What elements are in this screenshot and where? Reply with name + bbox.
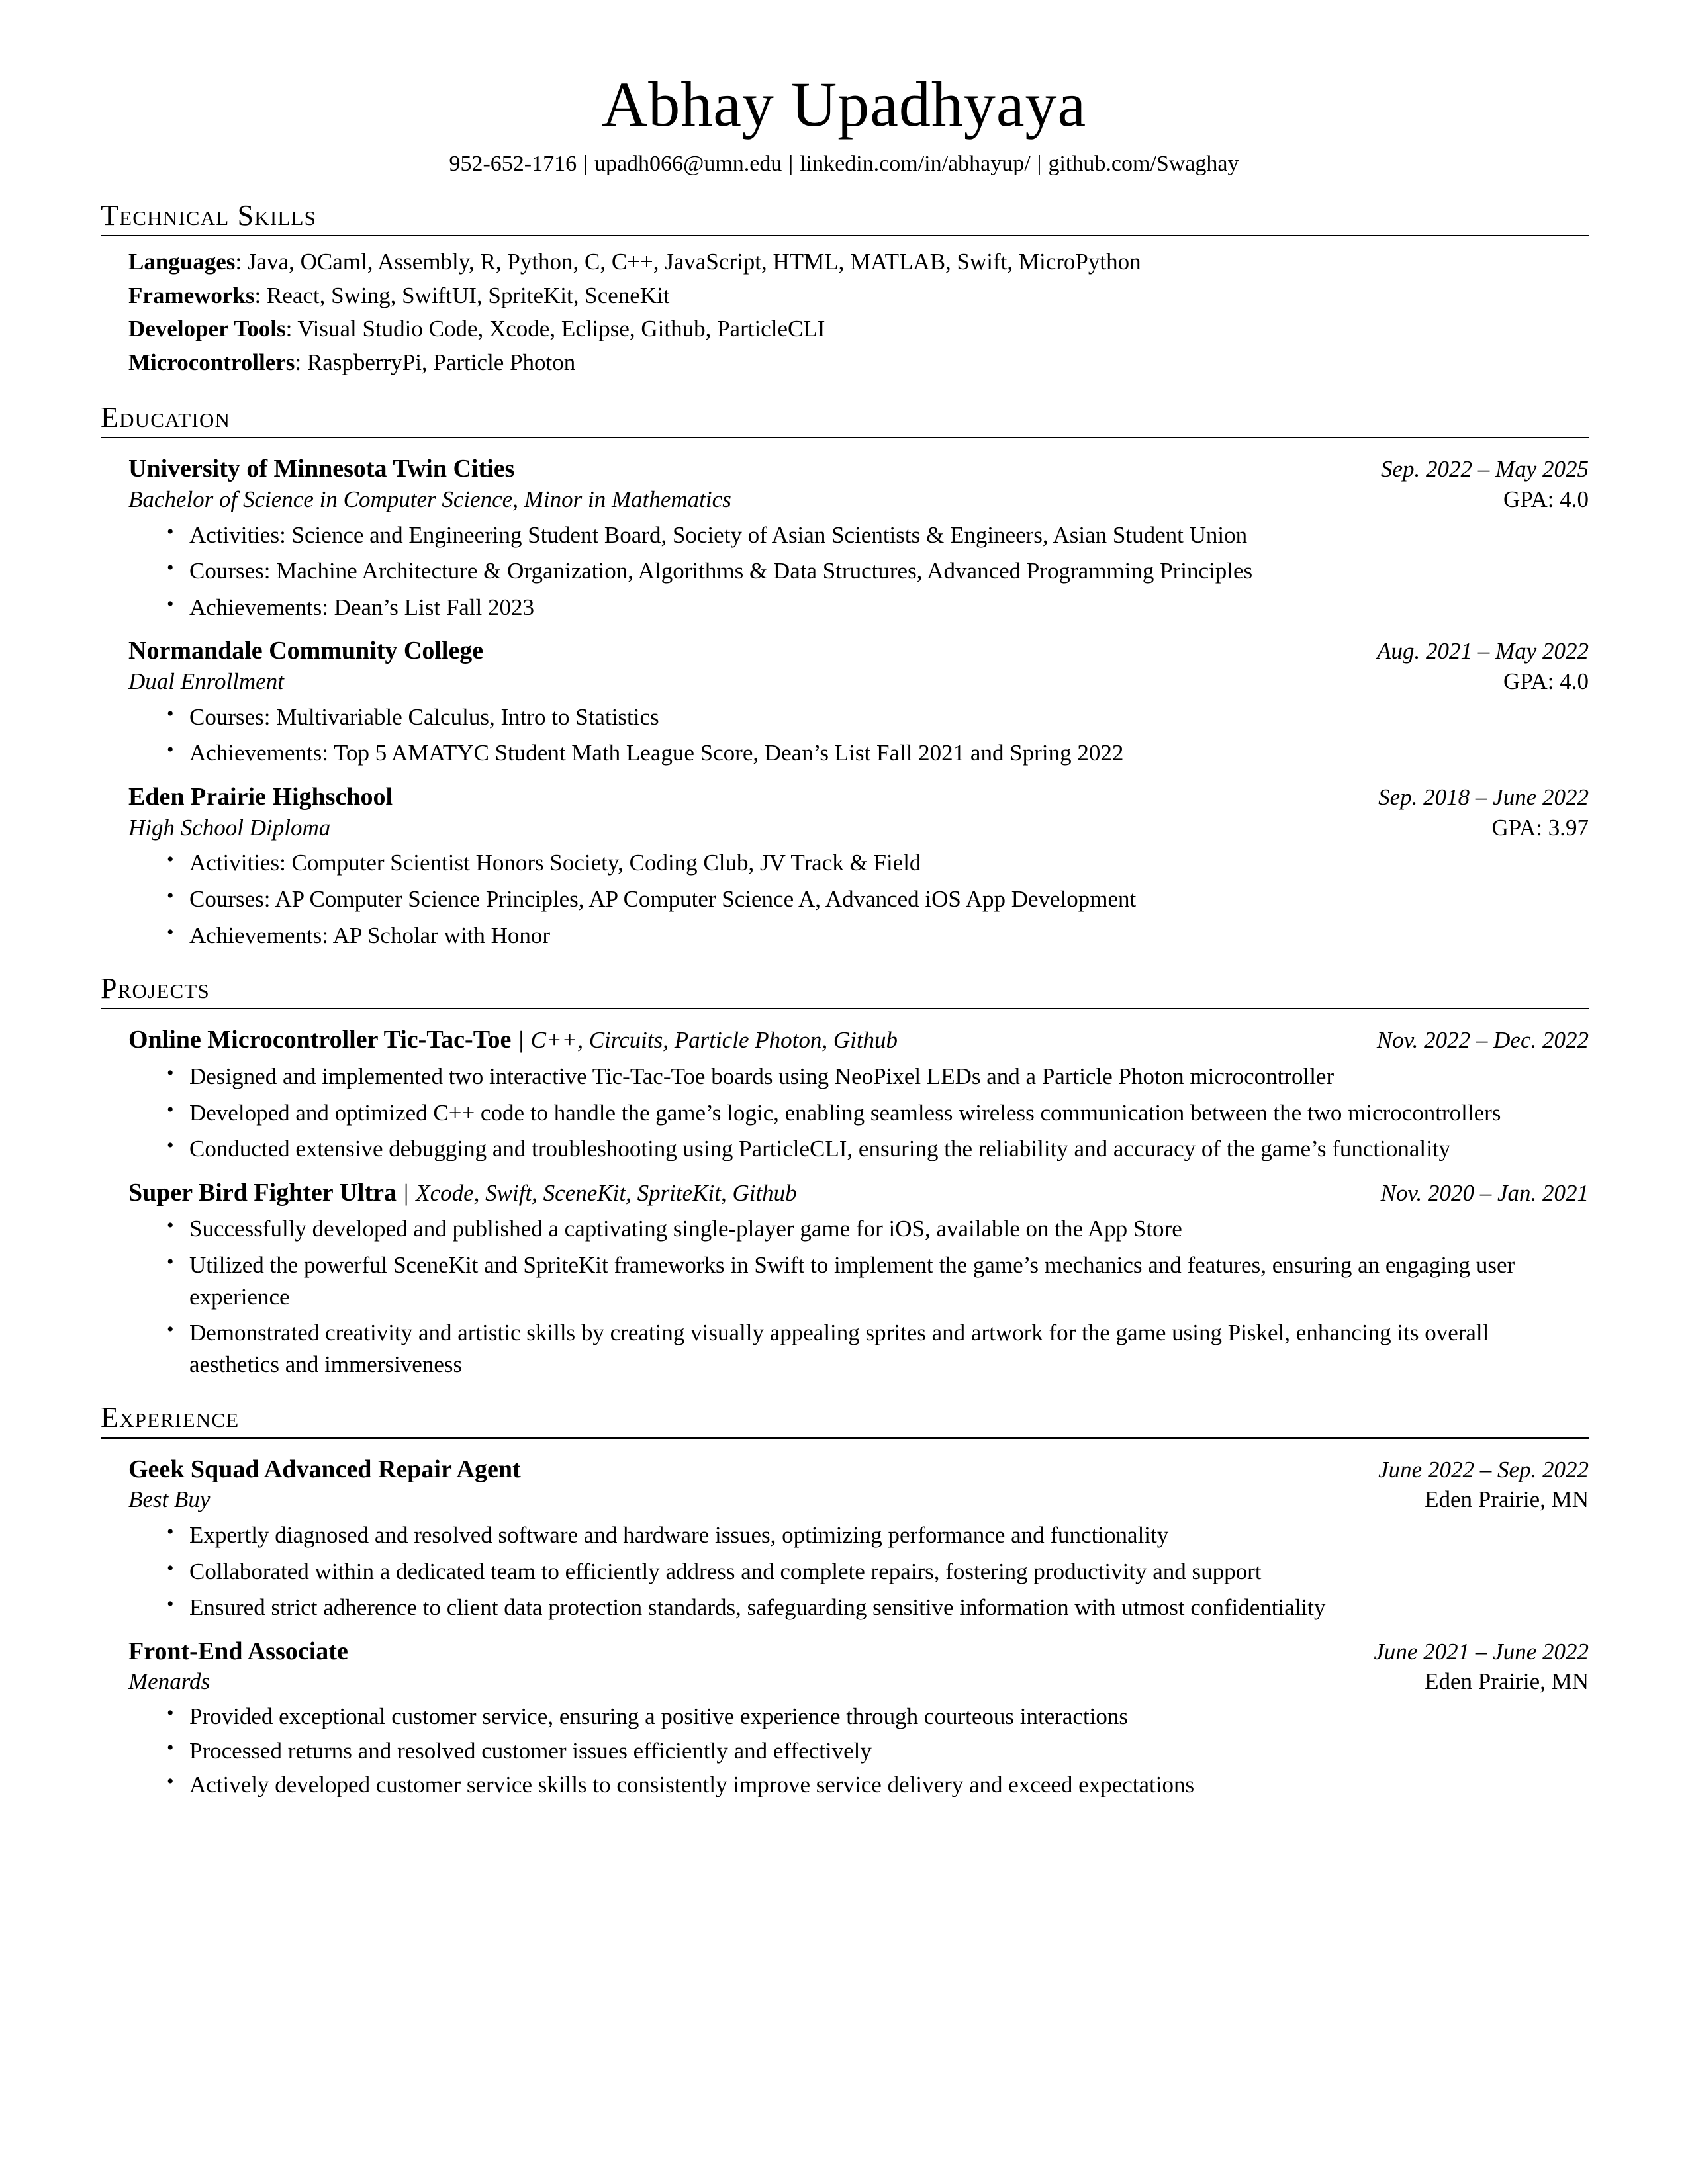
project-entry [128, 1024, 1589, 1164]
bullet-item: • Courses: Multivariable Calculus, Intro to Statistics [167, 702, 1589, 733]
experience-entry [128, 1453, 1589, 1623]
bullet-item: • Expertly diagnosed and resolved software and hardware issues, optimizing performance and functionality [167, 1520, 1589, 1551]
gpa-value: GPA: 4.0 [1503, 668, 1589, 694]
job-location: Eden Prairie, MN [1425, 1668, 1589, 1695]
experience-entries [101, 1439, 1589, 1801]
bullet-item: • Utilized the powerful SceneKit and SpriteKit frameworks in Swift to implement the game’s mechanics and features, ensuring an engaging user experience [167, 1250, 1589, 1312]
skill-category-label: Microcontrollers [128, 349, 295, 376]
education-entries [101, 438, 1589, 951]
bullet-item: • Achievements: AP Scholar with Honor [167, 920, 1589, 952]
resume-header [0, 0, 1688, 178]
job-title: Front-End Associate [128, 1637, 348, 1665]
contact-separator-2: | [788, 152, 794, 176]
section-experience [0, 1402, 1688, 1801]
project-tech-stack: C++, Circuits, Particle Photon, Github [530, 1027, 898, 1054]
skill-line [128, 246, 1589, 279]
bullet-item: • Activities: Science and Engineering Student Board, Society of Asian Scientists & Engineers, Asian Student Union [167, 520, 1589, 551]
section-title-education: Education [101, 400, 231, 433]
entry-date-range: Sep. 2022 – May 2025 [1381, 456, 1589, 482]
skill-line [128, 279, 1589, 313]
institution-name: Normandale Community College [128, 637, 484, 665]
bullet-item: • Ensured strict adherence to client data protection standards, safeguarding sensitive information with utmost confidentiality [167, 1592, 1589, 1623]
skill-colon: : [254, 282, 267, 308]
entry-header-row [128, 1635, 1589, 1668]
entry-subheader-row [128, 1667, 1589, 1697]
gpa-value: GPA: 3.97 [1491, 814, 1589, 841]
entry-bullet-list [128, 520, 1589, 623]
education-entry [128, 781, 1589, 951]
bullet-item: • Achievements: Top 5 AMATYC Student Math League Score, Dean’s List Fall 2021 and Spring 2022 [167, 737, 1589, 769]
entry-subheader-row [128, 667, 1589, 697]
entry-header-row [128, 453, 1589, 485]
section-title-projects: Projects [101, 972, 210, 1005]
job-location: Eden Prairie, MN [1425, 1486, 1589, 1513]
entry-bullet-list [128, 702, 1589, 769]
degree-name: Bachelor of Science in Computer Science, Minor in Mathematics [128, 486, 731, 512]
skill-colon: : [235, 248, 248, 275]
section-technical-skills [0, 201, 1688, 380]
project-name: Super Bird Fighter Ultra [128, 1178, 397, 1206]
skill-category-label: Developer Tools [128, 316, 286, 342]
project-entry [128, 1177, 1589, 1381]
phone-text: 952-652-1716 [449, 152, 577, 176]
skill-colon: : [295, 349, 307, 376]
section-education [0, 402, 1688, 951]
entry-bullet-list [128, 1520, 1589, 1623]
candidate-name: Abhay Upadhyaya [601, 69, 1087, 140]
bullet-item: • Courses: AP Computer Science Principles, AP Computer Science A, Advanced iOS App Development [167, 884, 1589, 915]
project-name: Online Microcontroller Tic-Tac-Toe [128, 1026, 512, 1054]
section-projects [0, 974, 1688, 1380]
bullet-item: • Successfully developed and published a captivating single-player game for iOS, available on the App Store [167, 1213, 1589, 1245]
skill-values: RaspberryPi, Particle Photon [306, 349, 576, 376]
entry-date-range: Aug. 2021 – May 2022 [1377, 638, 1589, 664]
entry-bullet-list [128, 1061, 1589, 1165]
employer-name: Menards [128, 1668, 211, 1695]
entry-date-range: Sep. 2018 – June 2022 [1378, 784, 1589, 810]
bullet-item: • Developed and optimized C++ code to handle the game’s logic, enabling seamless wireless communication between the two microcontrollers [167, 1097, 1589, 1129]
bullet-item: • Actively developed customer service skills to consistently improve service delivery and exceed expectations [167, 1769, 1589, 1801]
section-title-technical-skills: Technical Skills [101, 199, 317, 232]
skill-colon: : [285, 316, 298, 342]
entry-bullet-list [128, 1213, 1589, 1380]
bullet-item: • Designed and implemented two interactive Tic-Tac-Toe boards using NeoPixel LEDs and a Particle Photon microcontroller [167, 1061, 1589, 1093]
skill-values: Java, OCaml, Assembly, R, Python, C, C++, JavaScript, HTML, MATLAB, Swift, MicroPython [247, 248, 1141, 275]
contact-separator-1: | [583, 152, 588, 176]
education-entry [128, 453, 1589, 623]
contact-separator-3: | [1037, 152, 1042, 176]
title-separator-bar: | [518, 1026, 524, 1054]
github-link[interactable]: github.com/Swaghay [1048, 152, 1239, 176]
bullet-item: • Provided exceptional customer service, ensuring a positive experience through courteous interactions [167, 1701, 1589, 1733]
job-title: Geek Squad Advanced Repair Agent [128, 1455, 521, 1483]
project-entries [101, 1009, 1589, 1380]
bullet-item: • Achievements: Dean’s List Fall 2023 [167, 592, 1589, 623]
skill-line [128, 312, 1589, 346]
experience-entry [128, 1635, 1589, 1801]
bullet-item: • Activities: Computer Scientist Honors Society, Coding Club, JV Track & Field [167, 847, 1589, 879]
entry-bullet-list [128, 1701, 1589, 1801]
skill-line [128, 346, 1589, 380]
title-separator-bar: | [403, 1179, 409, 1206]
gpa-value: GPA: 4.0 [1503, 486, 1589, 512]
employer-name: Best Buy [128, 1486, 211, 1513]
bullet-item: • Conducted extensive debugging and troubleshooting using ParticleCLI, ensuring the reliability and accuracy of the game’s functionality [167, 1133, 1589, 1165]
project-tech-stack: Xcode, Swift, SceneKit, SpriteKit, Github [416, 1179, 797, 1206]
degree-name: High School Diploma [128, 814, 331, 841]
contact-line [0, 151, 1688, 178]
entry-date-range: June 2022 – Sep. 2022 [1378, 1456, 1589, 1482]
skill-category-label: Frameworks [128, 282, 255, 308]
bullet-item: • Courses: Machine Architecture & Organization, Algorithms & Data Structures, Advanced Programming Principles [167, 555, 1589, 587]
skill-values: React, Swing, SwiftUI, SpriteKit, SceneKit [267, 282, 670, 308]
degree-name: Dual Enrollment [128, 668, 284, 694]
entry-header-row [128, 1024, 1589, 1056]
entry-date-range: Nov. 2020 – Jan. 2021 [1380, 1179, 1589, 1206]
education-entry [128, 635, 1589, 769]
entry-date-range: June 2021 – June 2022 [1374, 1638, 1589, 1664]
entry-header-row [128, 781, 1589, 813]
bullet-item: • Processed returns and resolved customer issues efficiently and effectively [167, 1735, 1589, 1767]
entry-subheader-row [128, 485, 1589, 515]
skill-values: Visual Studio Code, Xcode, Eclipse, Github, ParticleCLI [297, 316, 825, 342]
institution-name: University of Minnesota Twin Cities [128, 455, 515, 483]
project-title [128, 1177, 797, 1209]
entry-header-row [128, 1177, 1589, 1209]
entry-bullet-list [128, 847, 1589, 951]
bullet-item: • Collaborated within a dedicated team to efficiently address and complete repairs, fostering productivity and support [167, 1556, 1589, 1588]
entry-subheader-row [128, 813, 1589, 843]
skills-list [101, 236, 1589, 380]
section-title-experience: Experience [101, 1401, 240, 1434]
linkedin-link[interactable]: linkedin.com/in/abhayup/ [800, 152, 1031, 176]
skill-category-label: Languages [128, 248, 236, 275]
entry-header-row [128, 1453, 1589, 1486]
entry-header-row [128, 635, 1589, 667]
bullet-item: • Demonstrated creativity and artistic skills by creating visually appealing sprites and artwork for the game using Piskel, enhancing its overall aesthetics and immersiveness [167, 1317, 1589, 1380]
entry-date-range: Nov. 2022 – Dec. 2022 [1376, 1027, 1589, 1054]
entry-subheader-row [128, 1485, 1589, 1515]
project-title [128, 1024, 898, 1056]
email-link[interactable]: upadh066@umn.edu [594, 152, 782, 176]
institution-name: Eden Prairie Highschool [128, 782, 393, 811]
